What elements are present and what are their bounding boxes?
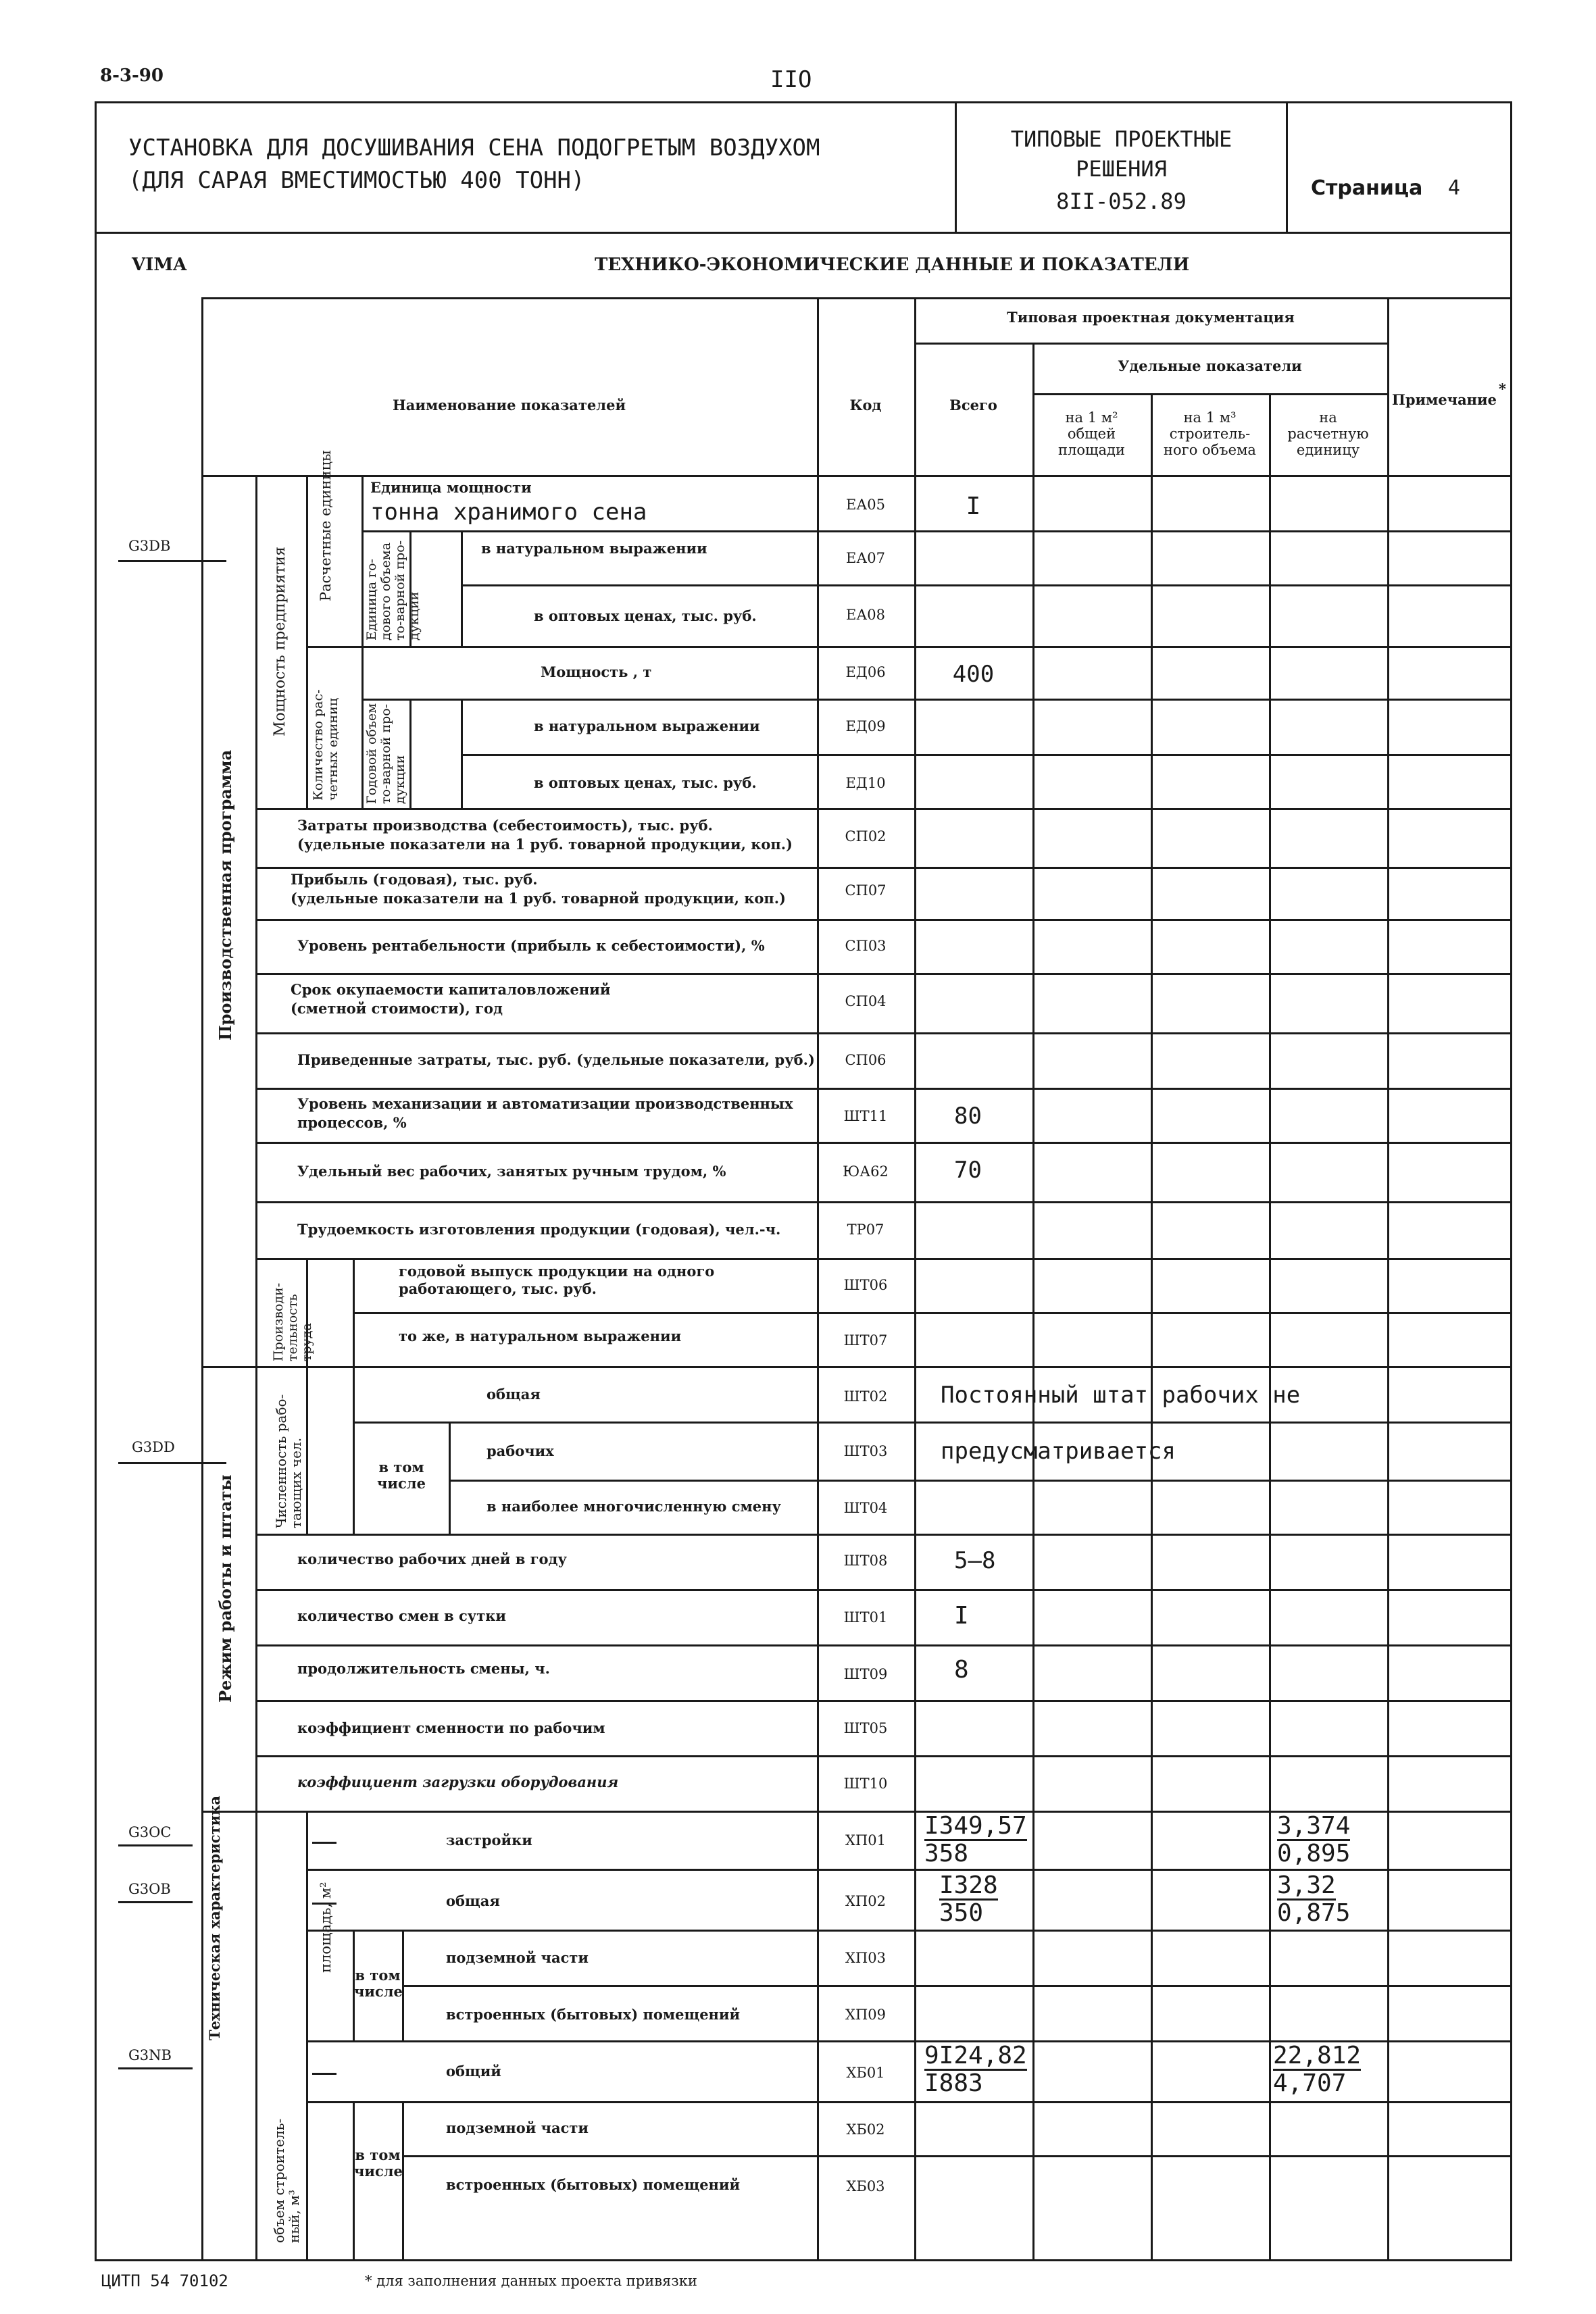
group-enterprise-power: Мощность предприятия (272, 547, 289, 736)
row-sht11-label2: процессов, % (297, 1114, 407, 1131)
per-unit-line2: расчетную (1287, 426, 1369, 442)
per-m3-line2: строитель- (1169, 426, 1251, 442)
unit-hb01 (1273, 2043, 1361, 2096)
total-ea05: I (966, 493, 981, 520)
unit-hp01 (1277, 1813, 1350, 1867)
section-left-code: VIMA (132, 255, 187, 275)
code-sht04: ШТ04 (843, 1500, 888, 1516)
code-ed10: ЕД10 (845, 775, 886, 791)
row-sht03-incl: в том числе (377, 1459, 426, 1492)
col-per-m3-header (1151, 409, 1269, 458)
row-sp02-label2: (удельные показатели на 1 руб. товарной продукции, коп.) (297, 836, 793, 853)
code-sht09: ШТ09 (843, 1666, 888, 1682)
row-sp04-label1: Срок окупаемости капиталовложений (291, 981, 611, 998)
code-ea07: ЕА07 (846, 550, 885, 566)
unit-hb01-den: 4,707 (1273, 2069, 1347, 2097)
code-sht02: ШТ02 (843, 1388, 888, 1405)
group-productivity: Производи-тельность труда (271, 1282, 314, 1361)
code-ea05: ЕА05 (846, 497, 885, 513)
row-ed06-label: Мощность , т (541, 663, 652, 680)
row-sp07-label1: Прибыль (годовая), тыс. руб. (291, 871, 538, 888)
total-sht11: 80 (954, 1103, 982, 1130)
unit-hp02 (1277, 1873, 1350, 1926)
group-tech-char: Техническая характеристика (206, 1796, 223, 2040)
row-hp02-label: общая (446, 1892, 500, 1909)
series-title-line1: ТИПОВЫЕ ПРОЕКТНЫЕ (1010, 126, 1232, 152)
col-note-asterisk: * (1499, 380, 1506, 397)
per-m3-line1: на 1 м³ (1183, 409, 1237, 426)
code-sp03: СП03 (845, 938, 887, 954)
row-hp03-label: подземной части (446, 1949, 589, 1966)
row-sht03-label: рабочих (487, 1442, 554, 1459)
row-sht05-label: коэффициент сменности по рабочим (297, 1719, 605, 1736)
group-calc-units-count: Количество рас-четных единиц (311, 689, 341, 801)
code-sht11: ШТ11 (843, 1108, 888, 1124)
doc-code: 8-3-90 (100, 66, 164, 86)
row-sht06-label2: работающего, тыс. руб. (399, 1280, 597, 1297)
per-unit-line3: единицу (1296, 442, 1360, 458)
area-incl: в том числе (354, 1967, 403, 2000)
code-ed06: ЕД06 (845, 664, 886, 680)
code-hb01: ХБ01 (846, 2065, 885, 2081)
total-hp02 (939, 1873, 998, 1926)
row-hp09-label: встроенных (бытовых) помещений (446, 2006, 741, 2023)
col-per-unit-header (1269, 409, 1387, 458)
side-code-g3nb: G3NB (128, 2047, 172, 2063)
total-sht08: 5–8 (954, 1547, 996, 1574)
row-sht02-label: общая (487, 1386, 541, 1403)
code-ua62: ЮА62 (843, 1163, 889, 1180)
col-note-header: Примечание (1392, 391, 1497, 408)
row-ea05-value-text: тонна хранимого сена (370, 499, 647, 526)
unit-hp02-num: 3,32 (1277, 1871, 1336, 1899)
code-sht03: ШТ03 (843, 1443, 888, 1459)
side-code-g3ob: G3OB (128, 1881, 171, 1897)
code-hp09: ХП09 (845, 2007, 886, 2023)
col-name-header: Наименование показателей (392, 397, 626, 413)
value-sht03: предусматривается (941, 1438, 1176, 1465)
code-sht06: ШТ06 (843, 1277, 888, 1293)
group-production-program: Производственная программа (216, 749, 235, 1040)
side-code-g3db: G3DB (128, 538, 171, 554)
volume-incl: в том числе (354, 2146, 403, 2180)
row-sht08-label: количество рабочих дней в году (297, 1551, 567, 1567)
series-number: 8II-052.89 (1056, 188, 1187, 214)
row-sp02-label1: Затраты производства (себестоимость), тыс. руб. (297, 817, 713, 834)
row-ea08-label: в оптовых ценах, тыс. руб. (534, 607, 757, 624)
per-m2-line1: на 1 м² (1065, 409, 1118, 426)
row-hb01-label: общий (446, 2063, 501, 2080)
unit-hb01-num: 22,812 (1273, 2042, 1362, 2069)
row-tp07-label: Трудоемкость изготовления продукции (годовая), чел.-ч. (297, 1221, 781, 1238)
side-code-g3oc: G3OC (128, 1824, 172, 1840)
per-m2-line2: общей (1067, 426, 1116, 442)
row-sp03-label: Уровень рентабельности (прибыль к себестоимости), % (297, 937, 765, 954)
row-hp01-label: застройки (446, 1832, 532, 1848)
group-workers-count: Численность рабо-тающих чел. (273, 1394, 304, 1528)
code-hp03: ХП03 (845, 1950, 886, 1966)
row-sht01-label: количество смен в сутки (297, 1607, 506, 1624)
code-sht05: ШТ05 (843, 1720, 888, 1736)
page-label-text: Страница (1311, 176, 1423, 200)
total-hp02-num: I328 (939, 1871, 998, 1899)
code-hb02: ХБ02 (846, 2121, 885, 2138)
col-typical-docs-header: Типовая проектная документация (1007, 309, 1295, 326)
code-tp07: ТР07 (847, 1222, 884, 1238)
code-hb03: ХБ03 (846, 2178, 885, 2194)
code-sp04: СП04 (845, 993, 887, 1009)
side-code-g3dd: G3DD (132, 1439, 175, 1455)
row-sht09-label: продолжительность смены, ч. (297, 1660, 550, 1677)
row-ed10-label: в оптовых ценах, тыс. руб. (534, 774, 757, 791)
col-code-header: Код (849, 397, 882, 413)
code-sp07: СП07 (845, 882, 887, 899)
total-ua62: 70 (954, 1157, 982, 1184)
row-ua62-label: Удельный вес рабочих, занятых ручным трудом, % (297, 1163, 726, 1180)
per-m3-line3: ного объема (1164, 442, 1256, 458)
group-annual-output: Годовой объем то-варной про-дукции (364, 703, 407, 804)
total-sht09: 8 (954, 1656, 969, 1684)
total-sht01: I (954, 1602, 969, 1630)
code-sht08: ШТ08 (843, 1553, 888, 1569)
document-title-line2: (ДЛЯ САРАЯ ВМЕСТИМОСТЬЮ 400 ТОНН) (128, 167, 585, 194)
row-ed09-label: в натуральном выражении (534, 718, 760, 734)
total-hp02-den: 350 (939, 1899, 984, 1927)
row-sht04-label: в наиболее многочисленную смену (487, 1498, 781, 1515)
code-sp06: СП06 (845, 1052, 887, 1068)
total-hp01-den: 358 (924, 1840, 969, 1867)
unit-hp02-den: 0,875 (1277, 1899, 1351, 1927)
unit-hp01-den: 0,895 (1277, 1840, 1351, 1867)
row-hb02-label: подземной части (446, 2119, 589, 2136)
total-hb01-num: 9I24,82 (924, 2042, 1027, 2069)
row-ea05-label: Единица мощности (370, 479, 532, 496)
code-sht10: ШТ10 (843, 1776, 888, 1792)
code-sht07: ШТ07 (843, 1332, 888, 1349)
per-m2-line3: площади (1058, 442, 1125, 458)
row-sht06-label1: годовой выпуск продукции на одного (399, 1263, 715, 1280)
row-sht07-label: то же, в натуральном выражении (399, 1328, 682, 1344)
code-sht01: ШТ01 (843, 1609, 888, 1626)
col-per-m2-header (1032, 409, 1151, 458)
group-unit-annual-output: Единица го-дового объема то-варной про-дукции (364, 540, 422, 640)
series-title-line2: РЕШЕНИЯ (1076, 156, 1167, 182)
col-total-header: Всего (949, 397, 997, 413)
row-sp06-label: Приведенные затраты, тыс. руб. (удельные показатели, руб.) (297, 1051, 815, 1068)
page-value: 4 (1447, 176, 1460, 200)
group-area: площадь, м² (318, 1882, 334, 1973)
section-title: ТЕХНИКО-ЭКОНОМИЧЕСКИЕ ДАННЫЕ И ПОКАЗАТЕЛИ (595, 255, 1190, 275)
row-sht11-label1: Уровень механизации и автоматизации производственных (297, 1095, 793, 1112)
row-ea07-label: в натуральном выражении (481, 540, 707, 557)
footer-org: ЦИТП 54 70102 (101, 2271, 228, 2290)
total-hb01 (924, 2043, 1027, 2096)
total-ed06: 400 (952, 661, 995, 688)
group-calc-units: Расчетные единицы (318, 450, 334, 601)
row-hb03-label: встроенных (бытовых) помещений (446, 2176, 741, 2193)
row-sp07-label2: (удельные показатели на 1 руб. товарной продукции, коп.) (291, 890, 786, 907)
page-number: IIO (770, 66, 812, 93)
group-volume: объем строитель-ный, м³ (271, 2118, 302, 2243)
total-hb01-den: I883 (924, 2069, 983, 2097)
row-sp04-label2: (сметной стоимости), год (291, 1000, 503, 1017)
group-work-mode: Режим работы и штаты (216, 1474, 235, 1703)
row-sht10-label: коэффициент загрузки оборудования (297, 1774, 619, 1790)
unit-hp01-num: 3,374 (1277, 1812, 1351, 1840)
document-title-line1: УСТАНОВКА ДЛЯ ДОСУШИВАНИЯ СЕНА ПОДОГРЕТЫМ ВОЗДУХОМ (128, 134, 820, 161)
code-ea08: ЕА08 (846, 607, 885, 623)
col-specific-header: Удельные показатели (1118, 357, 1302, 374)
code-hp01: ХП01 (845, 1832, 886, 1848)
per-unit-line1: на (1319, 409, 1337, 426)
code-hp02: ХП02 (845, 1893, 886, 1909)
footer-note: * для заполнения данных проекта привязки (365, 2273, 697, 2289)
total-hp01 (924, 1813, 1027, 1867)
code-ed09: ЕД09 (845, 718, 886, 734)
code-sp02: СП02 (845, 828, 887, 845)
value-sht02: Постоянный штат рабочих не (941, 1382, 1301, 1409)
page-label (1311, 177, 1460, 200)
total-hp01-num: I349,57 (924, 1812, 1027, 1840)
